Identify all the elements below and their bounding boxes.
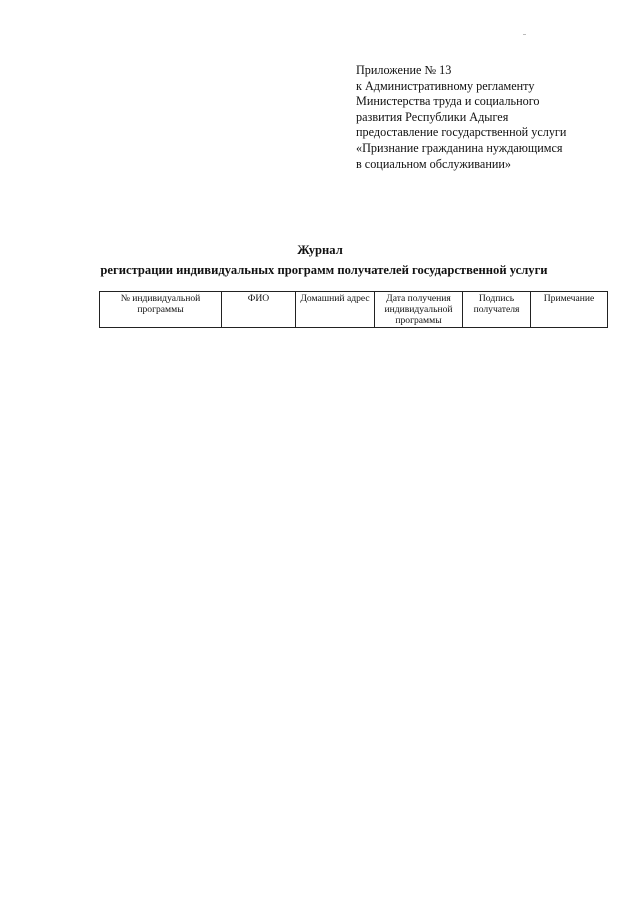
column-header-note: Примечание — [531, 292, 608, 328]
document-title: Журнал — [297, 243, 343, 257]
column-header-full-name: ФИО — [222, 292, 296, 328]
table-header-row — [100, 292, 608, 328]
column-header-program-number: № индивидуальной программы — [100, 292, 222, 328]
document-subtitle: регистрации индивидуальных программ получателей государственной услуги — [100, 263, 548, 277]
appendix-line: к Административному регламенту — [356, 78, 535, 93]
appendix-line: предоставление государственной услуги — [356, 125, 567, 140]
appendix-line: «Признание гражданина нуждающимся — [356, 140, 563, 155]
scan-speck — [523, 34, 526, 35]
column-header-home-address: Домашний адрес — [296, 292, 375, 328]
appendix-line: в социальном обслуживании» — [356, 156, 511, 171]
column-header-recipient-signature: Подпись получателя — [463, 292, 531, 328]
appendix-header — [356, 63, 626, 172]
column-header-receipt-date: Дата получения индивидуальной программы — [375, 292, 463, 328]
appendix-line: Министерства труда и социального — [356, 94, 540, 109]
journal-table — [99, 291, 608, 328]
appendix-line: Приложение № 13 — [356, 63, 452, 77]
document-title-block — [0, 240, 640, 280]
appendix-line: развития Республики Адыгея — [356, 109, 509, 124]
